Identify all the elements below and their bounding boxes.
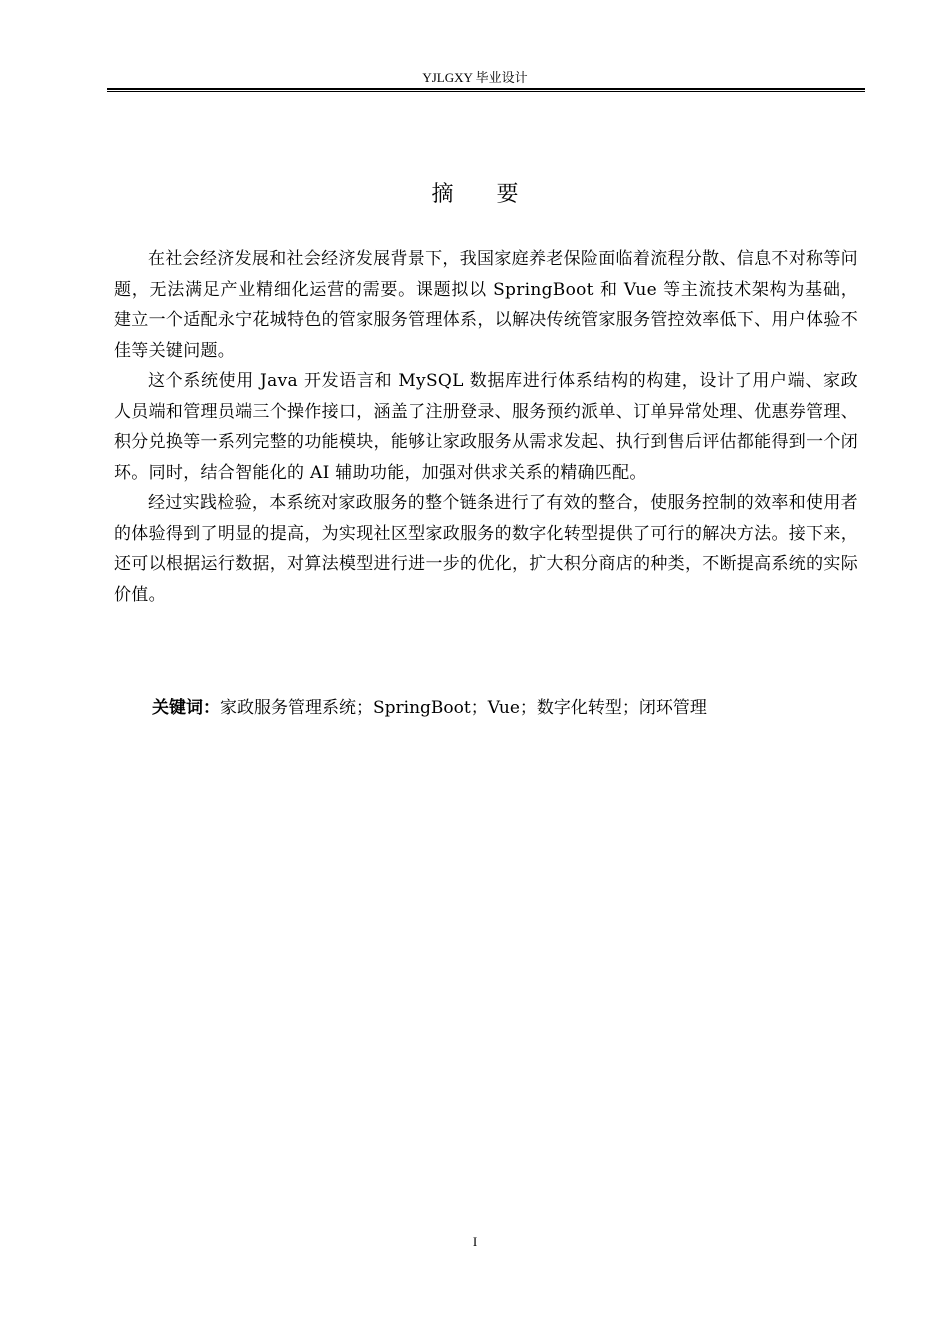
header-rule (107, 88, 865, 90)
abstract-body (114, 244, 858, 610)
abstract-title: 摘 要 (431, 182, 537, 207)
keywords-text: 家政服务管理系统；SpringBoot；Vue；数字化转型；闭环管理 (220, 698, 707, 718)
abstract-paragraph-1: 在社会经济发展和社会经济发展背景下，我国家庭养老保险面临着流程分散、信息不对称等问题，无法满足产业精细化运营的需要。课题拟以 SpringBoot 和 Vue 等主流技术架构为基础，建立一个适配永宁花城特色的管家服务管理体系，以解决传统管家服务管控效率低下、用户体验不佳等关键问题。 (114, 249, 858, 361)
running-header: YJLGXY 毕业设计 (422, 70, 528, 85)
keywords-line (152, 694, 858, 722)
page-number: I (472, 1234, 478, 1249)
keywords-label: 关键词： (152, 698, 220, 718)
abstract-paragraph-2: 这个系统使用 Java 开发语言和 MySQL 数据库进行体系结构的构建，设计了用户端、家政人员端和管理员端三个操作接口，涵盖了注册登录、服务预约派单、订单异常处理、优惠券管理、积分兑换等一系列完整的功能模块，能够让家政服务从需求发起、执行到售后评估都能得到一个闭环。同时，结合智能化的 AI 辅助功能，加强对供求关系的精确匹配。 (114, 371, 858, 483)
abstract-paragraph-3: 经过实践检验，本系统对家政服务的整个链条进行了有效的整合，使服务控制的效率和使用者的体验得到了明显的提高，为实现社区型家政服务的数字化转型提供了可行的解决方法。接下来，还可以根据运行数据，对算法模型进行进一步的优化，扩大积分商店的种类，不断提高系统的实际价值。 (114, 493, 858, 605)
header-rule-thin (107, 91, 865, 92)
